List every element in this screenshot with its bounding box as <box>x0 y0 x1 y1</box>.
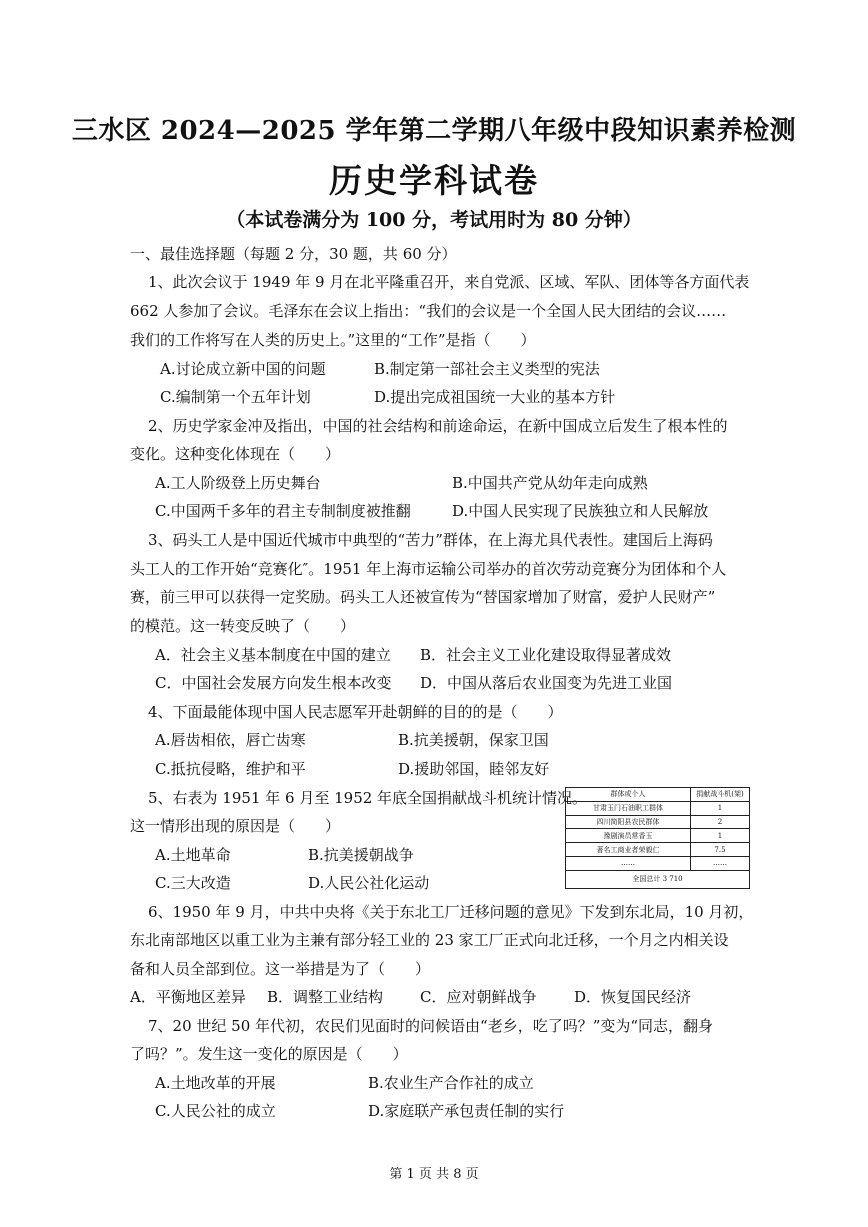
q1-stem-line: 662 人参加了会议。毛泽东在会议上指出：“我们的会议是一个全国人民大团结的会议…… <box>130 302 727 320</box>
q4-option-b: B.抗美援朝，保家卫国 <box>398 731 549 749</box>
q2-option-b: B.中国共产党从幼年走向成熟 <box>452 474 648 492</box>
q1-option-d: D.提出完成祖国统一大业的基本方针 <box>374 388 616 406</box>
table-cell: 四川简阳县农民群体 <box>566 815 691 829</box>
table-cell: 7.5 <box>691 843 750 857</box>
q2-stem-line: 变化。这种变化体现在（ ） <box>130 445 341 463</box>
q6-stem-line: 东北南部地区以重工业为主兼有部分轻工业的 23 家工厂正式向北迁移，一个月之内相关设 <box>130 931 729 949</box>
table-total-row <box>566 870 750 888</box>
q6-stem-line: 备和人员全部到位。这一举措是为了（ ） <box>130 960 431 978</box>
q7-option-d: D.家庭联产承包责任制的实行 <box>368 1102 565 1120</box>
q5-option-a: A.土地革命 <box>155 846 231 864</box>
table-row <box>566 843 750 857</box>
q2-stem-line: 2、历史学家金冲及指出，中国的社会结构和前途命运，在新中国成立后发生了根本性的 <box>148 417 728 435</box>
q2-option-d: D.中国人民实现了民族独立和人民解放 <box>452 502 709 520</box>
q1-stem-line: 我们的工作将写在人类的历史上。”这里的“工作”是指（ ） <box>130 331 536 349</box>
q5-option-d: D.人民公社化运动 <box>308 874 430 892</box>
q3-stem-line: 的模范。这一转变反映了（ ） <box>130 617 356 635</box>
q7-option-c: C.人民公社的成立 <box>155 1102 276 1120</box>
q1-option-a: A.讨论成立新中国的问题 <box>160 360 326 378</box>
q4-option-a: A.唇齿相依，唇亡齿寒 <box>155 731 306 749</box>
table-row <box>566 857 750 871</box>
table-cell: 1 <box>691 829 750 843</box>
q6-option-c: C．应对朝鲜战争 <box>420 988 537 1006</box>
table-row <box>566 801 750 815</box>
table-row <box>566 829 750 843</box>
q1-stem-line: 1、此次会议于 1949 年 9 月在北平隆重召开，来自党派、区域、军队、团体等各方面代表 <box>148 273 750 291</box>
q6-stem-line: 6、1950 年 9 月，中共中央将《关于东北工厂迁移问题的意见》下发到东北局，10 月初， <box>148 903 754 921</box>
table-cell: 豫剧演员常香玉 <box>566 829 691 843</box>
exam-subtitle: （本试卷满分为 100 分，考试用时为 80 分钟） <box>226 209 642 231</box>
q4-option-d: D.援助邻国，睦邻友好 <box>398 760 550 778</box>
q6-option-a: A．平衡地区差异 <box>130 988 246 1006</box>
q3-option-d: D．中国从落后农业国变为先进工业国 <box>420 674 673 692</box>
q3-option-b: B．社会主义工业化建设取得显著成效 <box>420 646 672 664</box>
table-cell: …… <box>691 857 750 871</box>
table-header: 群体或个人 <box>566 788 691 802</box>
q5-option-b: B.抗美援朝战争 <box>308 846 414 864</box>
table-row <box>566 815 750 829</box>
table-cell: 甘肃玉门石油职工群体 <box>566 801 691 815</box>
q1-option-b: B.制定第一部社会主义类型的宪法 <box>374 360 600 378</box>
q2-option-a: A.工人阶级登上历史舞台 <box>155 474 321 492</box>
q3-option-a: A．社会主义基本制度在中国的建立 <box>155 646 391 664</box>
table-header: 捐献战斗机(架) <box>691 788 750 802</box>
q5-stem-line: 5、右表为 1951 年 6 月至 1952 年底全国捐献战斗机统计情况。 <box>148 789 588 807</box>
q7-stem-line: 了吗？”。发生这一变化的原因是（ ） <box>130 1045 408 1063</box>
table-cell: 著名工商业者荣毅仁 <box>566 843 691 857</box>
q2-option-c: C.中国两千多年的君主专制制度被推翻 <box>155 502 411 520</box>
q4-stem-line: 4、下面最能体现中国人民志愿军开赴朝鲜的目的的是（ ） <box>148 703 563 721</box>
q3-stem-line: 赛，前三甲可以获得一定奖励。码头工人还被宣传为“替国家增加了财富，爱护人民财产” <box>130 588 716 606</box>
table-header-row <box>566 788 750 802</box>
q5-stem-line: 这一情形出现的原因是（ ） <box>130 817 341 835</box>
section-heading: 一、最佳选择题（每题 2 分，30 题，共 60 分） <box>130 245 457 263</box>
q6-option-b: B．调整工业结构 <box>267 988 384 1006</box>
q7-option-b: B.农业生产合作社的成立 <box>368 1074 534 1092</box>
q1-option-c: C.编制第一个五年计划 <box>160 388 311 406</box>
q3-option-c: C．中国社会发展方向发生根本改变 <box>155 674 392 692</box>
q5-option-c: C.三大改造 <box>155 874 231 892</box>
q4-option-c: C.抵抗侵略，维护和平 <box>155 760 306 778</box>
page-number: 第 1 页 共 8 页 <box>389 1167 479 1182</box>
q6-option-d: D．恢复国民经济 <box>574 988 692 1006</box>
table-cell: …… <box>566 857 691 871</box>
donation-table <box>565 787 750 889</box>
exam-title: 三水区 2024—2025 学年第二学期八年级中段知识素养检测 <box>71 116 797 146</box>
q7-option-a: A.土地改革的开展 <box>155 1074 276 1092</box>
table-total: 全国总计 3 710 <box>566 870 750 888</box>
q7-stem-line: 7、20 世纪 50 年代初，农民们见面时的问候语由“老乡，吃了吗？”变为“同志，翻身 <box>148 1017 714 1035</box>
table-cell: 1 <box>691 801 750 815</box>
q3-stem-line: 3、码头工人是中国近代城市中典型的“苦力”群体，在上海尤具代表性。建国后上海码 <box>148 531 713 549</box>
q3-stem-line: 头工人的工作开始“竞赛化″。1951 年上海市运输公司举办的首次劳动竞赛分为团体和个人 <box>130 560 727 578</box>
subject-title: 历史学科试卷 <box>329 161 539 200</box>
table-cell: 2 <box>691 815 750 829</box>
